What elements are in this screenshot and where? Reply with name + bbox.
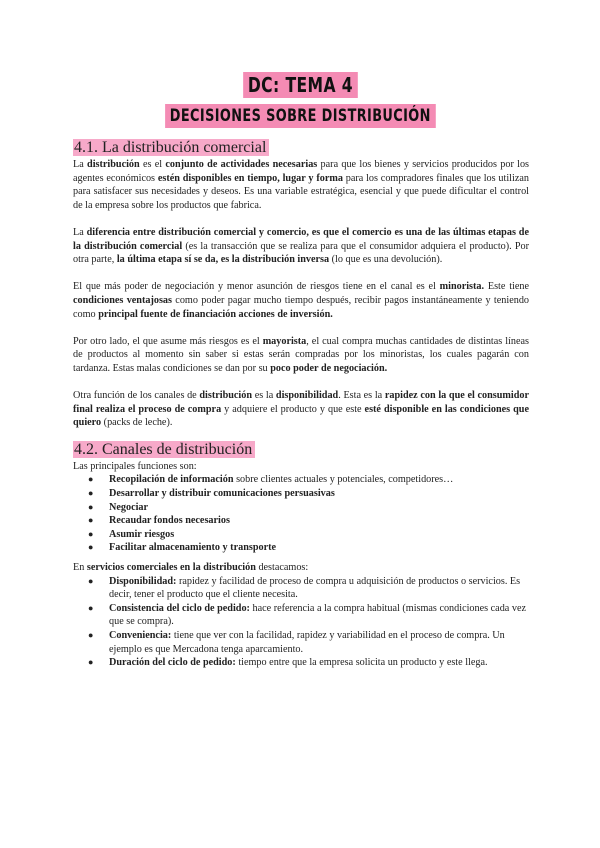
functions-intro: Las principales funciones son: [73,460,197,472]
bullet-icon: ● [88,488,94,499]
bullet-icon: ● [88,474,94,485]
bullet-icon: ● [88,515,94,526]
bullet-icon: ● [88,630,94,640]
paragraph-mayorista: Por otro lado, el que asume más riesgos es el mayorista, el cual compra muchas cantidades de distintas líneas de productos al momento sin saber si estas serán compradas por los minoristas, los cuales pagarán con tardanza. Estas malas condiciones se dan por su poco poder de negociación. [73,335,529,374]
title-block [0,72,600,98]
list-item: ● Duración del ciclo de pedido: tiempo entre que la empresa solicita un producto y este llega. [88,657,488,669]
document-title: DC: TEMA 4 [243,72,358,98]
services-intro: En servicios comerciales en la distribución destacamos: [73,562,309,574]
bullet-icon: ● [88,602,94,613]
services-list [73,575,529,670]
paragraph-definition: La distribución es el conjunto de actividades necesarias para que los bienes y servicios producidos por los agentes económicos estén disponibles en tiempo, lugar y forma para los compradores finales que los utilizan para satisfacer sus necesidades y deseos. Es una variable estratégica, esencial y que puede dificultar el control de la empresa sobre los productos que fabrica. [73,159,530,211]
list-item: ● Desarrollar y distribuir comunicaciones persuasivas [88,488,335,500]
functions-list [73,473,529,555]
paragraph-difference: La diferencia entre distribución comercial y comercio, es que el comercio es una de las últimas etapas de la distribución comercial (es la transacción que se realiza para que el consumidor adquiera el producto). Por otra parte, la última etapa sí se da, es la distribución inversa (lo que es una devolución). [73,226,530,266]
bullet-icon: ● [88,575,94,586]
bullet-icon: ● [88,657,94,668]
list-item: ● Conveniencia: tiene que ver con la facilidad, rapidez y variabilidad en el proceso de compra. Un ejemplo es que Mercadona tenga aparcamiento. [88,630,505,655]
bullet-icon: ● [88,501,94,512]
list-item: ● Asumir riesgos [88,528,175,540]
paragraph-minorista: El que más poder de negociación y menor asunción de riesgos tiene en el canal es el minorista. Este tiene condiciones ventajosas como poder pagar mucho tiempo después, recibir pagos instantáneamente y teniendo como principal fuente de financiación acciones de inversión. [73,281,530,320]
list-item: ● Recopilación de información sobre clientes actuales y potenciales, competidores… [88,474,454,486]
list-item: ● Consistencia del ciclo de pedido: hace referencia a la compra habitual (mismas condiciones cada vez que se compra). [88,602,526,628]
bullet-icon: ● [88,528,94,539]
document-body [73,138,529,670]
bullet-icon: ● [88,542,94,553]
document-subtitle: DECISIONES SOBRE DISTRIBUCIÓN [165,104,435,128]
paragraph-disponibilidad: Otra función de los canales de distribución es la disponibilidad. Esta es la rapidez con la que el consumidor final realiza el proceso de compra y adquiere el producto y que este esté disponible en las condiciones que quiero (packs de leche). [73,390,529,429]
list-item: ● Recaudar fondos necesarios [88,515,230,527]
section-heading-4-1: 4.1. La distribución comercial [73,138,529,158]
section-heading-4-2: 4.2. Canales de distribución [73,440,529,460]
list-item: ● Negociar [88,501,149,513]
subtitle-block [0,104,600,128]
list-item: ● Disponibilidad: rapidez y facilidad de proceso de compra u adquisición de productos o servicios. Es decir, tener el producto que el cliente necesita. [88,575,521,601]
list-item: ● Facilitar almacenamiento y transporte [88,542,277,554]
